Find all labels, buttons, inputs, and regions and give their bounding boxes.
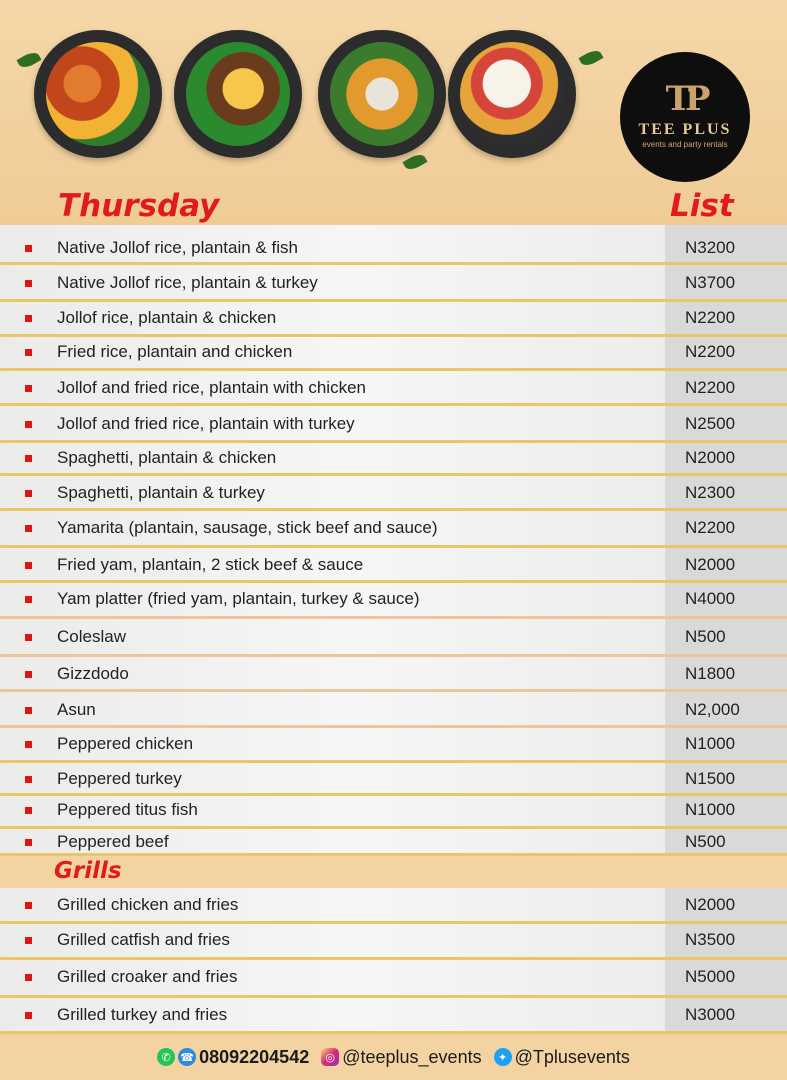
item-name: Jollof rice, plantain & chicken [57, 308, 277, 327]
grill-row [0, 998, 787, 1034]
item-price: N2300 [685, 483, 736, 502]
bullet-icon [25, 349, 32, 356]
menu-row [0, 443, 787, 476]
item-name: Gizzdodo [57, 664, 129, 683]
menu-row [0, 371, 787, 406]
day-heading: Thursday [58, 188, 220, 224]
leaf-decoration [16, 49, 41, 70]
item-price: N3000 [685, 1005, 736, 1024]
price-cell [665, 619, 787, 657]
bullet-icon [25, 902, 32, 909]
contact-footer [0, 1034, 787, 1080]
whatsapp-icon: ✆ [157, 1048, 175, 1066]
item-name: Coleslaw [57, 627, 126, 646]
bullet-icon [25, 315, 32, 322]
item-price: N2200 [685, 518, 736, 537]
bullet-icon [25, 839, 32, 846]
food-plate-image [448, 30, 576, 158]
list-heading: List [670, 188, 734, 224]
bullet-icon [25, 562, 32, 569]
item-name: Grilled catfish and fries [57, 930, 230, 949]
item-price: N1800 [685, 664, 736, 683]
bullet-icon [25, 776, 32, 783]
item-price: N2000 [685, 895, 736, 914]
item-name: Grilled croaker and fries [57, 967, 238, 986]
menu-row [0, 763, 787, 796]
item-name: Peppered beef [57, 832, 169, 851]
logo-tagline: events and party rentals [642, 140, 728, 149]
instagram-contact[interactable] [321, 1047, 481, 1068]
menu-row [0, 265, 787, 302]
item-price: N1500 [685, 769, 736, 788]
item-price: N4000 [685, 589, 736, 608]
leaf-decoration [402, 151, 427, 172]
item-name: Native Jollof rice, plantain & fish [57, 238, 298, 257]
item-name: Grilled turkey and fries [57, 1005, 228, 1024]
item-name: Fried rice, plantain and chicken [57, 342, 293, 361]
grill-row [0, 960, 787, 998]
item-name: Peppered chicken [57, 734, 194, 753]
item-price: N3200 [685, 238, 736, 257]
item-price: N2200 [685, 308, 736, 327]
instagram-handle[interactable]: @teeplus_events [342, 1046, 482, 1067]
item-name: Yamarita (plantain, sausage, stick beef and sauce) [57, 518, 438, 537]
phone-icon: ☎ [178, 1048, 196, 1066]
bullet-icon [25, 671, 32, 678]
item-name: Spaghetti, plantain & chicken [57, 448, 277, 467]
bullet-icon [25, 455, 32, 462]
item-name: Fried yam, plantain, 2 stick beef & sauce [57, 555, 364, 574]
phone-contact[interactable] [157, 1047, 309, 1068]
header-banner [0, 0, 787, 225]
item-price: N2200 [685, 378, 736, 397]
menu-row [0, 406, 787, 443]
menu-row [0, 796, 787, 829]
twitter-icon: ✦ [494, 1048, 512, 1066]
item-name: Grilled chicken and fries [57, 895, 239, 914]
menu-row [0, 619, 787, 657]
item-price: N2000 [685, 448, 736, 467]
item-price: N2000 [685, 555, 736, 574]
bullet-icon [25, 937, 32, 944]
menu-row [0, 511, 787, 548]
instagram-icon: ◎ [321, 1048, 339, 1066]
menu-row [0, 657, 787, 692]
item-name: Native Jollof rice, plantain & turkey [57, 273, 318, 292]
item-price: N2200 [685, 342, 736, 361]
twitter-contact[interactable] [494, 1047, 630, 1068]
grill-row [0, 924, 787, 960]
item-price: N3500 [685, 930, 736, 949]
item-price: N500 [685, 832, 726, 851]
bullet-icon [25, 634, 32, 641]
item-price: N5000 [685, 967, 736, 986]
menu-row [0, 476, 787, 511]
menu-row [0, 829, 787, 856]
food-plate-image [34, 30, 162, 158]
bullet-icon [25, 974, 32, 981]
food-plate-image [174, 30, 302, 158]
item-name: Jollof and fried rice, plantain with chicken [57, 378, 366, 397]
item-price: N2500 [685, 414, 736, 433]
item-price: N3700 [685, 273, 736, 292]
grills-heading: Grills [54, 858, 122, 884]
item-name: Peppered turkey [57, 769, 182, 788]
bullet-icon [25, 741, 32, 748]
bullet-icon [25, 1012, 32, 1019]
menu-row [0, 583, 787, 619]
menu-row [0, 225, 787, 265]
menu-row [0, 692, 787, 728]
bullet-icon [25, 490, 32, 497]
item-name: Spaghetti, plantain & turkey [57, 483, 265, 502]
food-plate-image [318, 30, 446, 158]
item-name: Yam platter (fried yam, plantain, turkey & sauce) [57, 589, 420, 608]
grill-row [0, 888, 787, 924]
bullet-icon [25, 385, 32, 392]
bullet-icon [25, 807, 32, 814]
menu-row [0, 337, 787, 371]
item-name: Asun [57, 700, 96, 719]
bullet-icon [25, 525, 32, 532]
item-price: N1000 [685, 734, 736, 753]
item-name: Jollof and fried rice, plantain with turkey [57, 414, 355, 433]
item-name: Peppered titus fish [57, 800, 198, 819]
phone-number[interactable]: 08092204542 [199, 1046, 310, 1067]
item-price: N1000 [685, 800, 736, 819]
twitter-handle[interactable]: @Tplusevents [514, 1046, 630, 1067]
bullet-icon [25, 707, 32, 714]
menu-row [0, 302, 787, 337]
item-price: N500 [685, 627, 726, 646]
leaf-decoration [578, 47, 603, 68]
logo-mark: TP [665, 79, 705, 119]
bullet-icon [25, 596, 32, 603]
logo-name: TEE PLUS [638, 121, 732, 138]
menu-row [0, 728, 787, 763]
brand-logo [620, 52, 750, 182]
price-cell [665, 829, 787, 856]
menu-row [0, 548, 787, 583]
bullet-icon [25, 421, 32, 428]
item-price: N2,000 [685, 700, 740, 719]
bullet-icon [25, 280, 32, 287]
bullet-icon [25, 245, 32, 252]
